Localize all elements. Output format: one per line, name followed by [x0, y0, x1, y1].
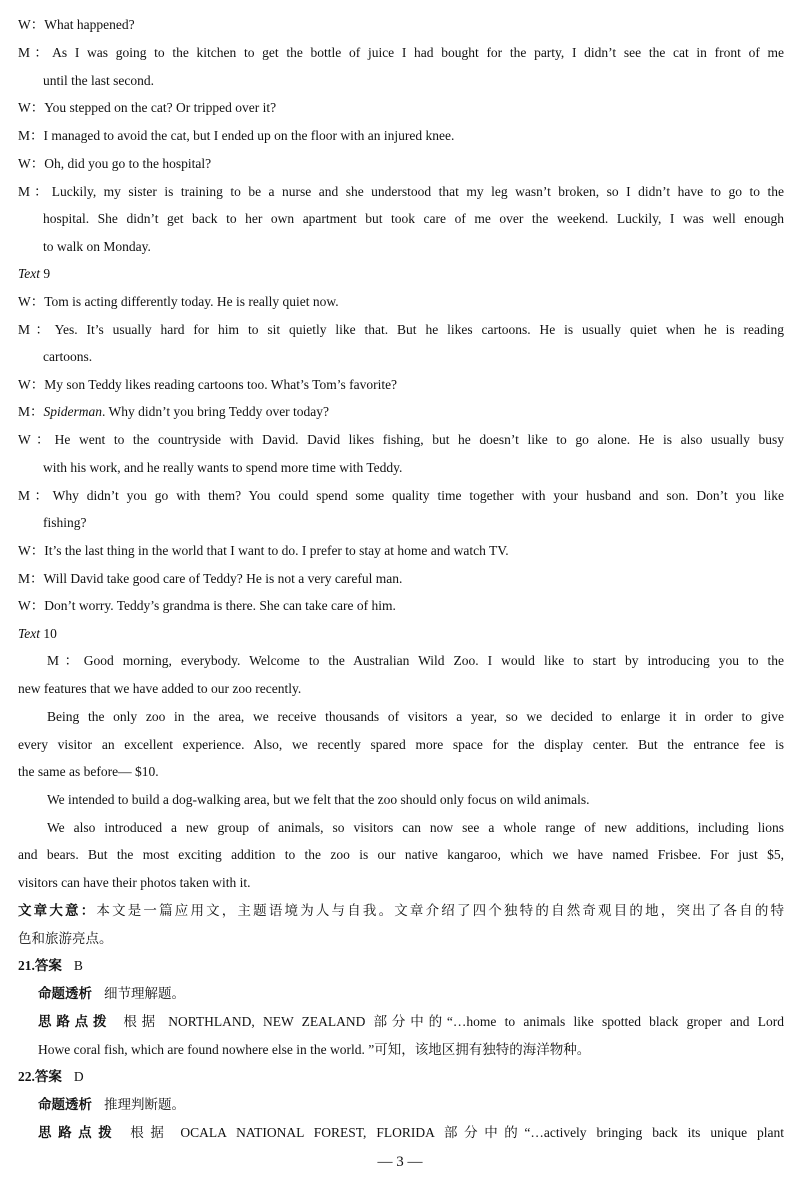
question-number: 21.: [18, 958, 35, 973]
dialogue-line: [18, 597, 784, 615]
answer-label: 答案: [34, 958, 62, 974]
dialogue-line: [18, 542, 784, 560]
speaker-label: M：: [18, 45, 53, 60]
monologue-line: visitors can have their photos taken with it.: [18, 875, 251, 890]
speaker-label: M：: [18, 322, 55, 337]
dialogue-line: [18, 44, 784, 62]
dialogue-continuation: with his work, and he really wants to spend more time with Teddy.: [43, 460, 403, 475]
hint-row: [18, 1124, 784, 1142]
dialogue-text: I managed to avoid the cat, but I ended up on the floor with an injured knee.: [43, 128, 455, 143]
dialogue-text: Luckily, my sister is training to be a nurse and she understood that my leg wasn’t broken, so I didn’t have to go to the: [51, 184, 784, 199]
dialogue-text: Tom is acting differently today. He is really quiet now.: [44, 294, 339, 309]
dialogue-text: It’s the last thing in the world that I want to do. I prefer to stay at home and watch TV.: [44, 543, 509, 558]
page-number: — 3 —: [377, 1154, 423, 1170]
analysis-row: [18, 1096, 784, 1114]
dialogue-continuation: fishing?: [43, 515, 87, 530]
answer-label: 答案: [34, 1069, 62, 1085]
speaker-label: M：: [18, 488, 53, 503]
analysis-label: 命题透析: [38, 986, 92, 1002]
speaker-label: W：: [18, 17, 45, 32]
dialogue-line: [18, 321, 784, 339]
dialogue-text: Will David take good care of Teddy? He is not a very careful man.: [43, 571, 403, 586]
dialogue-line: [18, 431, 784, 449]
summary-text: 本文是一篇应用文，主题语境为人与自我。文章介绍了四个独特的自然奇观目的地，突出了各自的特: [96, 903, 784, 919]
monologue-line: new features that we have added to our zoo recently.: [18, 681, 302, 696]
dialogue-text: Oh, did you go to the hospital?: [44, 156, 212, 171]
hint-label: 思路点拨: [38, 1125, 119, 1141]
analysis-row: [18, 985, 784, 1003]
dialogue-continuation: until the last second.: [43, 73, 154, 88]
analysis-text: 细节理解题。: [104, 986, 185, 1002]
hint-text: 根据 NORTHLAND, NEW ZEALAND 部分中的“…home to animals like spotted black groper and Lord: [123, 1014, 784, 1029]
monologue-line: We intended to build a dog-walking area, but we felt that the zoo should only focus on wild animals.: [47, 792, 590, 807]
dialogue-text: He went to the countryside with David. David likes fishing, but he doesn’t like to go alone. He is also usually busy: [54, 432, 784, 447]
dialogue-line: [18, 183, 784, 201]
dialogue-continuation: to walk on Monday.: [43, 239, 151, 254]
monologue-line: M：Good morning, everybody. Welcome to the Australian Wild Zoo. I would like to start by introducing you to the: [47, 653, 784, 668]
analysis-text: 推理判断题。: [104, 1097, 185, 1113]
summary-label: 文章大意：: [18, 903, 97, 919]
speaker-label: M：: [18, 404, 44, 419]
dialogue-text: Don’t worry. Teddy’s grandma is there. She can take care of him.: [44, 598, 396, 613]
dialogue-text: As I was going to the kitchen to get the bottle of juice I had bought for the party, I didn’t see the cat in front of me: [52, 45, 784, 60]
italic-title: Spiderman: [43, 404, 103, 419]
dialogue-line: [18, 293, 784, 311]
monologue-line: We also introduced a new group of animals, so visitors can now see a whole range of new additions, including lions: [47, 820, 784, 835]
section-heading-text9: [18, 265, 784, 283]
dialogue-text: What happened?: [44, 17, 135, 32]
dialogue-line: [18, 155, 784, 173]
dialogue-text: . Why didn’t you bring Teddy over today?: [102, 404, 330, 419]
monologue-line: the same as before— $10.: [18, 764, 159, 779]
heading-number: 9: [40, 266, 51, 281]
dialogue-text: My son Teddy likes reading cartoons too. What’s Tom’s favorite?: [44, 377, 398, 392]
dialogue-line: [18, 376, 784, 394]
question-answer-row: [18, 957, 784, 975]
speaker-label: M：: [18, 184, 52, 199]
dialogue-line: [18, 99, 784, 117]
hint-row: [18, 1013, 784, 1031]
question-answer-row: [18, 1068, 784, 1086]
monologue-line: every visitor an excellent experience. Also, we recently spared more space for the display center. But the entrance fee is: [18, 737, 784, 752]
document-page: [18, 0, 784, 1185]
speaker-label: M：: [18, 128, 44, 143]
monologue-line: Being the only zoo in the area, we receive thousands of visitors a year, so we decided to enlarge it in order to give: [47, 709, 784, 724]
speaker-label: W：: [18, 598, 45, 613]
dialogue-text: Why didn’t you go with them? You could spend some quality time together with your husband and son. Don’t you like: [52, 488, 784, 503]
heading-number: 10: [40, 626, 57, 641]
analysis-label: 命题透析: [38, 1097, 92, 1113]
question-number: 22.: [18, 1069, 35, 1084]
dialogue-line: [18, 127, 784, 145]
dialogue-line: [18, 403, 784, 421]
summary-line: [18, 902, 784, 920]
speaker-label: W：: [18, 156, 45, 171]
hint-continuation: Howe coral fish, which are found nowhere else in the world. ”可知，该地区拥有独特的海洋物种。: [38, 1042, 591, 1057]
speaker-label: W：: [18, 377, 45, 392]
summary-line: 色和旅游亮点。: [18, 931, 113, 947]
section-heading-text10: [18, 625, 784, 643]
speaker-label: W：: [18, 543, 45, 558]
dialogue-continuation: cartoons.: [43, 349, 93, 364]
hint-text: 根据 OCALA NATIONAL FOREST, FLORIDA 部分中的“…actively bringing back its unique plant: [130, 1125, 784, 1140]
dialogue-line: [18, 570, 784, 588]
speaker-label: M：: [18, 571, 44, 586]
hint-label: 思路点拨: [38, 1014, 112, 1030]
dialogue-line: [18, 487, 784, 505]
dialogue-continuation: hospital. She didn’t get back to her own apartment but took care of me over the weekend. Luckily, I was well enough: [43, 211, 784, 226]
speaker-label: W：: [18, 294, 45, 309]
heading-word: Text: [18, 626, 41, 641]
dialogue-text: Yes. It’s usually hard for him to sit quietly like that. But he likes cartoons. He is usually quiet when he is reading: [54, 322, 784, 337]
dialogue-line: [18, 16, 784, 34]
monologue-line: and bears. But the most exciting addition to the zoo is our native kangaroo, which we have named Frisbee. For just $5,: [18, 847, 784, 862]
speaker-label: W：: [18, 100, 45, 115]
heading-word: Text: [18, 266, 41, 281]
answer-value: B: [73, 958, 83, 973]
dialogue-text: You stepped on the cat? Or tripped over it?: [44, 100, 277, 115]
answer-value: D: [73, 1069, 84, 1084]
speaker-label: W：: [18, 432, 55, 447]
